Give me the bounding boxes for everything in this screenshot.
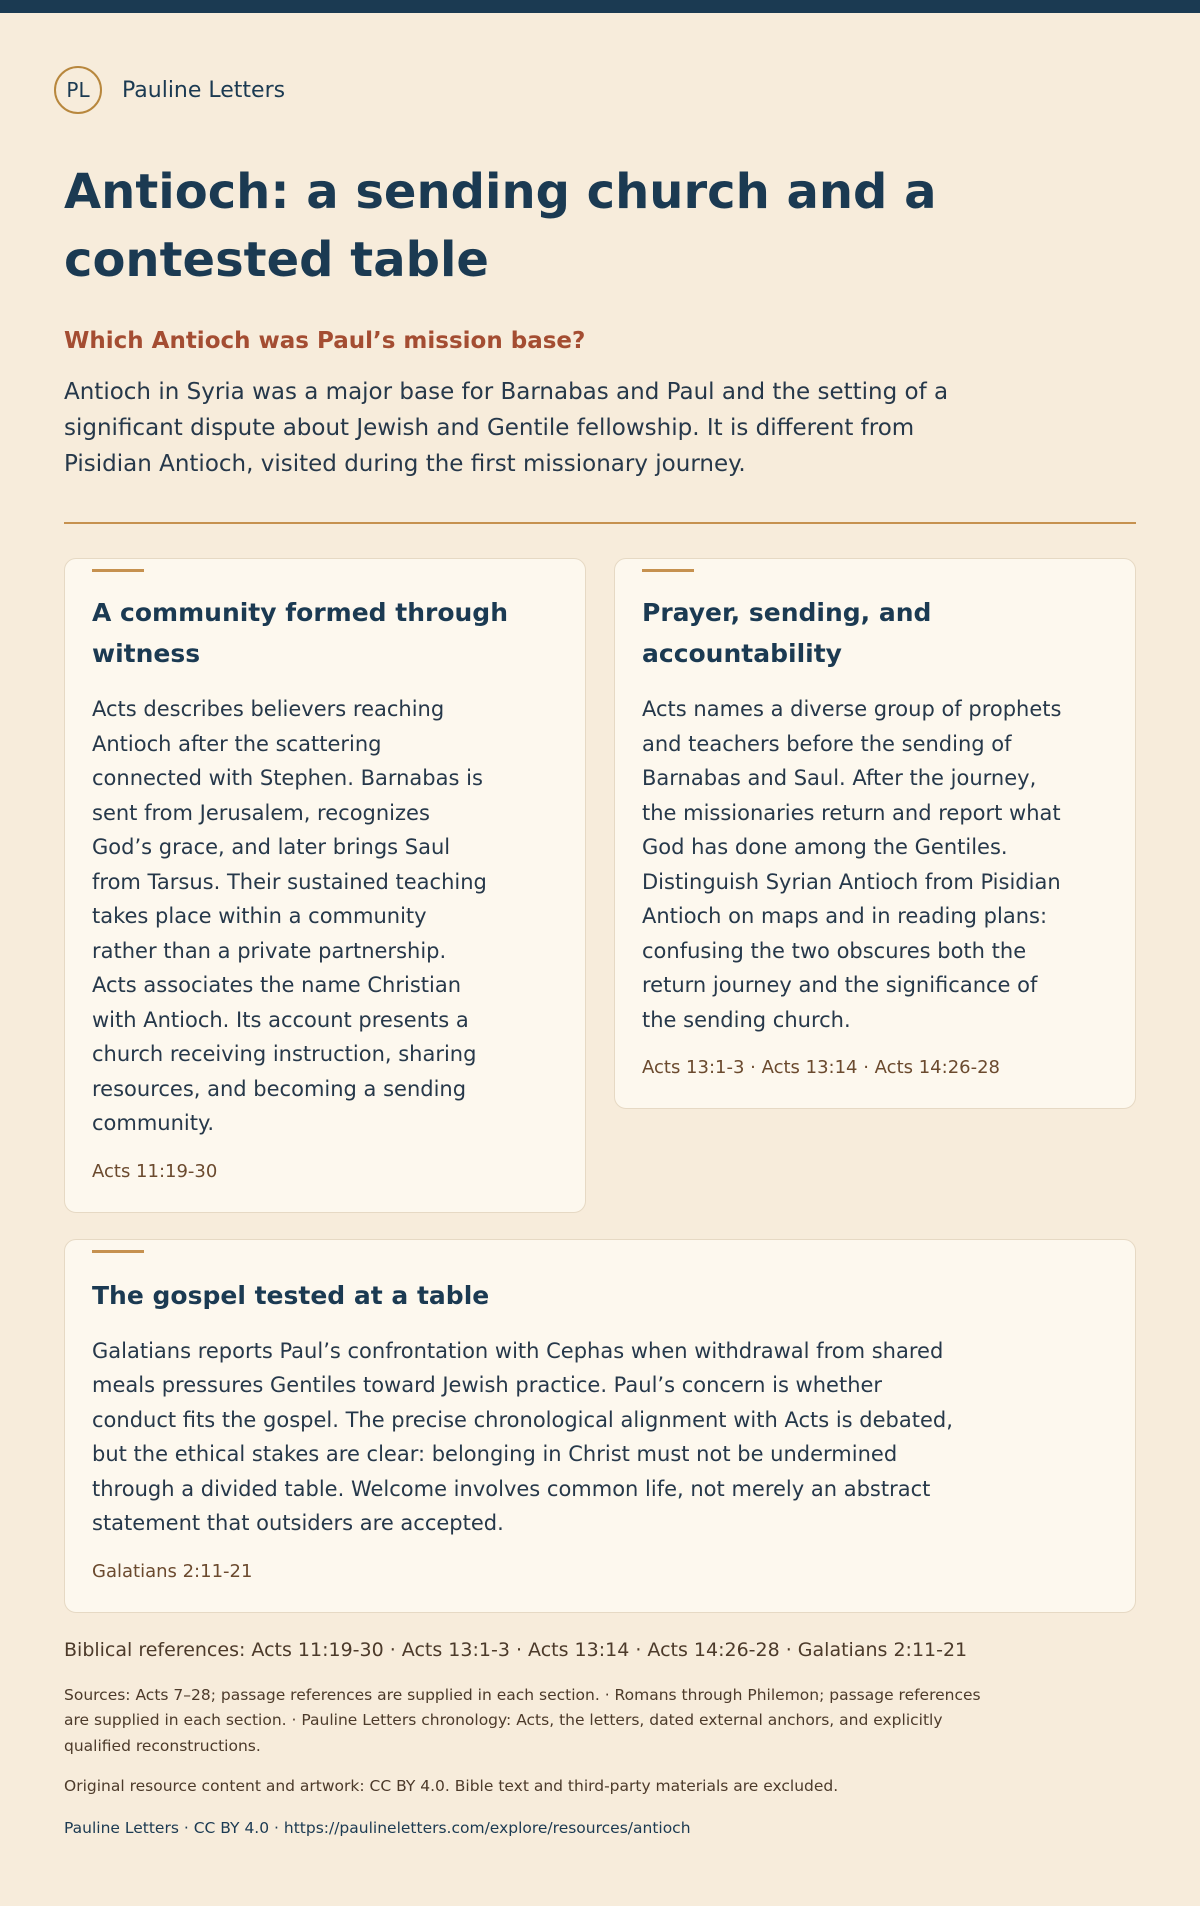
card-reference: Acts 11:19-30 [92,1160,218,1182]
card-prayer-sending [614,558,1136,1109]
brand-name: Pauline Letters [122,77,286,103]
card-accent-line [92,569,144,572]
card-gospel-table [64,1239,1136,1613]
card-reference: Galatians 2:11-21 [92,1560,253,1582]
top-bar [0,0,1200,13]
sources-note: Sources: Acts 7–28; passage references are supplied in each section. · Romans through Philemon; passage references are supplied in each section. · Pauline Letters chronology: Acts, the letters, dated external anchors, and explicitly qualified reconstructions. [64,1685,981,1755]
card-title: The gospel tested at a table [92,1280,490,1310]
card-body: Acts describes believers reaching Antioch after the scattering connected with Stephen. Barnabas is sent from Jerusalem, recognizes God’s grace, and later brings Saul from Tarsus. Their sustained teaching takes place within a community rather than a private partnership. Acts associates the name Christian with Antioch. Its account presents a church receiving instruction, sharing resources, and becoming a sending community. [92,697,487,1135]
card-title: Prayer, sending, and accountability [642,598,932,668]
card-grid [64,558,1136,1213]
card-reference: Acts 13:1-3 · Acts 13:14 · Acts 14:26-28 [642,1057,1000,1078]
page-content [0,64,1200,1837]
card-body: Acts names a diverse group of prophets and teachers before the sending of Barnabas and Saul. After the journey, the missionaries return and report what God has done among the Gentiles. Distinguish Syrian Antioch from Pisidian Antioch on maps and in reading plans: confusing the two obscures both the return journey and the significance of the sending church. [642,697,1062,1032]
card-community-witness [64,558,586,1213]
divider [64,522,1136,524]
brand-header[interactable] [64,64,1136,116]
brand-logo: PL [54,66,102,114]
footer[interactable]: Pauline Letters · CC BY 4.0 · https://paulineletters.com/explore/resources/antioch [64,1819,691,1837]
license-note: Original resource content and artwork: CC BY 4.0. Bible text and third-party materials are excluded. [64,1777,839,1795]
section-subheading: Which Antioch was Paul’s mission base? [64,328,586,354]
card-title: A community formed through witness [92,598,508,668]
page-title: Antioch: a sending church and a contested table [64,164,937,288]
biblical-references: Biblical references: Acts 11:19-30 · Acts 13:1-3 · Acts 13:14 · Acts 14:26-28 · Galatians 2:11-21 [64,1638,968,1661]
card-body: Galatians reports Paul’s confrontation with Cephas when withdrawal from shared meals pressures Gentiles toward Jewish practice. Paul’s concern is whether conduct fits the gospel. The precise chronological alignment with Acts is debated, but the ethical stakes are clear: belonging in Christ must not be undermined through a divided table. Welcome involves common life, not merely an abstract statement that outsiders are accepted. [92,1338,953,1535]
card-accent-line [92,1250,144,1253]
intro-paragraph: Antioch in Syria was a major base for Barnabas and Paul and the setting of a significant dispute about Jewish and Gentile fellowship. It is different from Pisidian Antioch, visited during the first missionary journey. [64,379,949,477]
card-accent-line [642,569,694,572]
